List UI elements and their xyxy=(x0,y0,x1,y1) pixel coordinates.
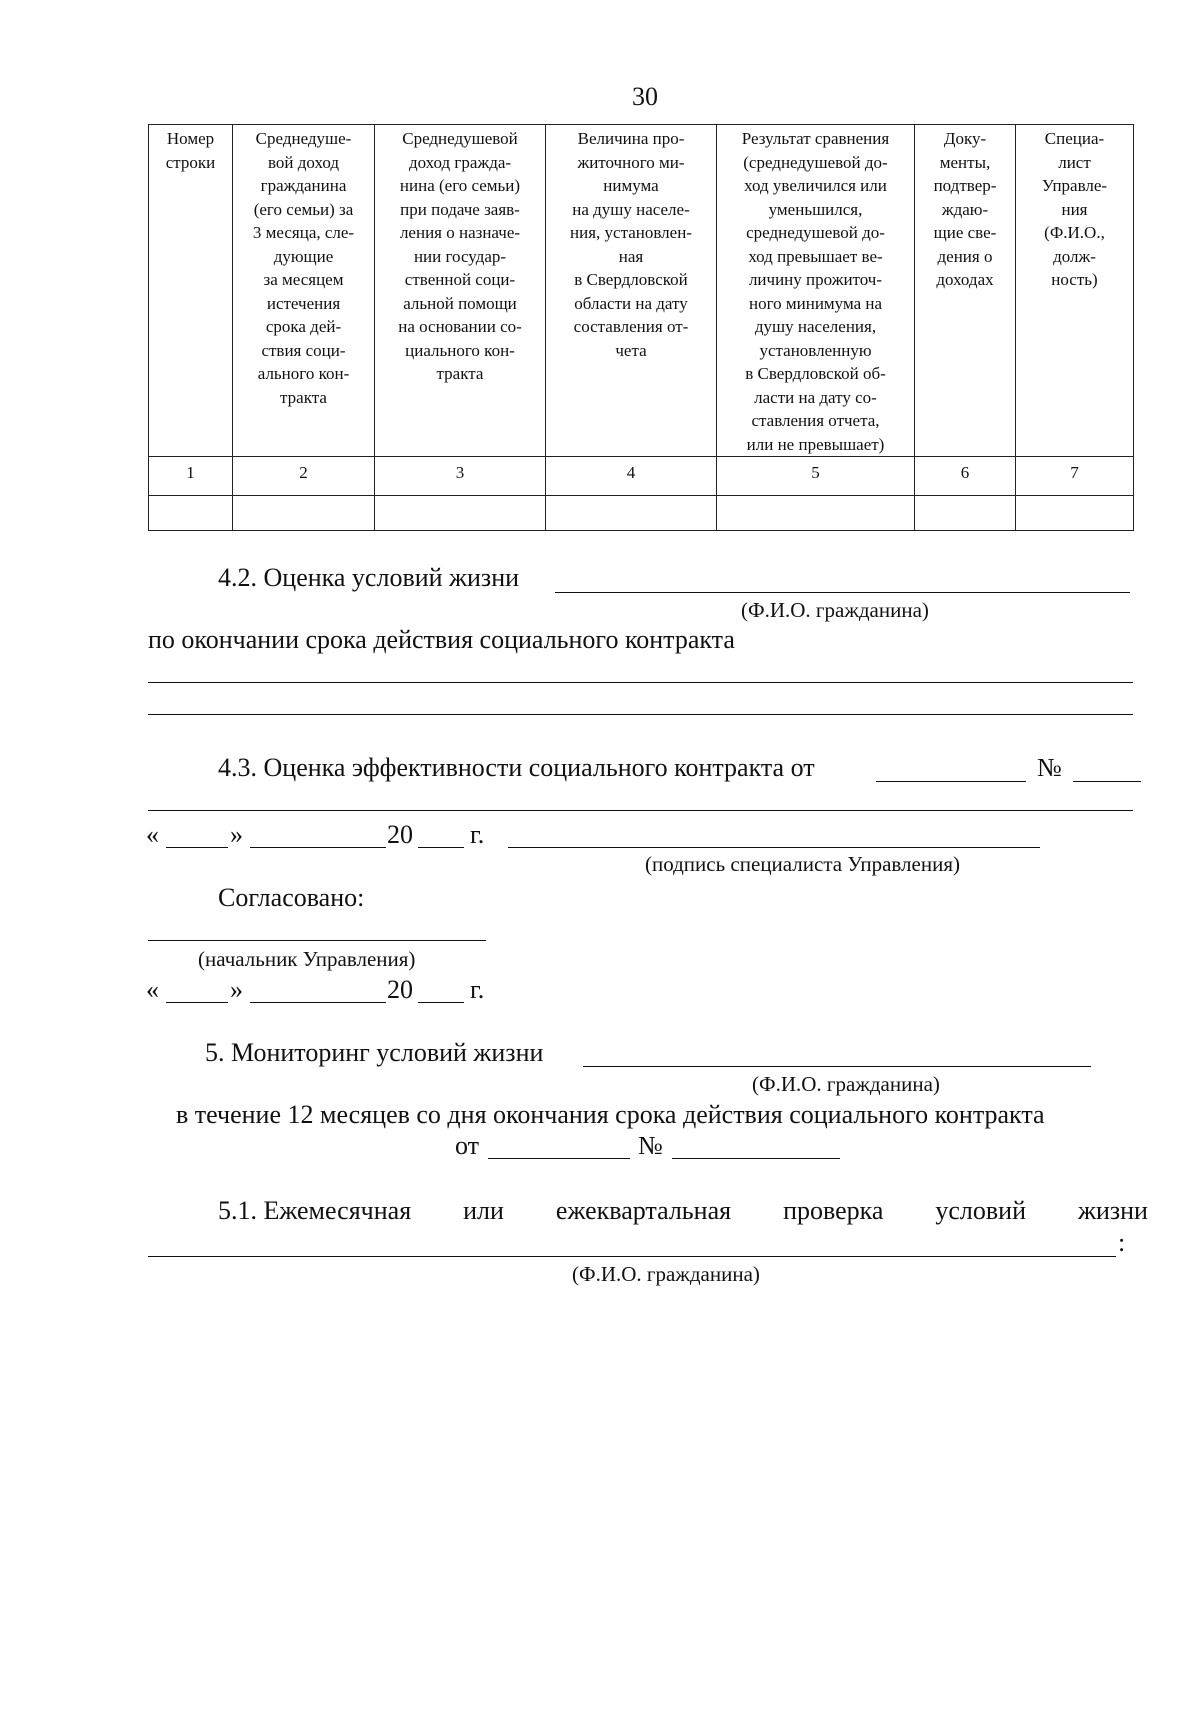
empty-cell[interactable] xyxy=(546,496,717,531)
evaluation-line[interactable] xyxy=(148,810,1133,811)
header-line: гражданина xyxy=(260,176,347,195)
header-line: личину прожиточ- xyxy=(748,270,883,289)
column-number: 1 xyxy=(149,457,233,496)
header-line: в Свердловской об- xyxy=(745,364,886,383)
header-line: ждаю- xyxy=(941,199,989,219)
header-line: установленную xyxy=(759,340,872,360)
header-line: составления от- xyxy=(573,317,689,336)
date-quote-open: « xyxy=(146,820,159,849)
header-line: альной помощи xyxy=(403,293,517,313)
header-line: ния xyxy=(1061,199,1088,219)
column-number-row xyxy=(149,457,1134,496)
header-cell xyxy=(546,125,717,457)
header-line: среднедушевой до- xyxy=(746,223,885,242)
date-quote-close: » xyxy=(230,820,243,849)
header-line: Управле- xyxy=(1041,176,1108,195)
month-line[interactable] xyxy=(250,847,386,848)
section-5-1-word: ежеквартальная xyxy=(555,1196,732,1225)
header-line: в Свердловской xyxy=(574,270,688,289)
agreed-label: Согласовано: xyxy=(218,883,365,912)
contract-date-line[interactable] xyxy=(876,781,1026,782)
header-cell xyxy=(717,125,915,457)
contract-number-line[interactable] xyxy=(1073,781,1141,782)
income-report-table xyxy=(148,124,1134,531)
date-quote-open: « xyxy=(146,975,159,1004)
header-line: тракта xyxy=(436,364,484,383)
year-line[interactable] xyxy=(418,847,464,848)
header-line: ная xyxy=(618,246,644,266)
column-number: 5 xyxy=(717,457,915,496)
date-quote-close: » xyxy=(230,975,243,1004)
header-line: Специа- xyxy=(1044,129,1105,148)
column-number: 7 xyxy=(1016,457,1134,496)
section-4-2-heading: 4.2. Оценка условий жизни xyxy=(218,563,520,592)
header-line: Величина про- xyxy=(577,129,685,148)
header-line: ния, установлен- xyxy=(570,223,692,242)
header-line: или не превышает) xyxy=(746,434,885,454)
header-line: (Ф.И.О., xyxy=(1044,223,1105,242)
day-line[interactable] xyxy=(166,847,228,848)
monitoring-number-line[interactable] xyxy=(672,1158,840,1159)
header-line: срока дей- xyxy=(265,317,342,336)
header-line: строки xyxy=(165,152,216,172)
year-prefix: 20 xyxy=(387,820,413,849)
header-line: ход увеличился или xyxy=(744,176,887,195)
header-line: циального кон- xyxy=(405,340,515,360)
header-line: ласти на дату со- xyxy=(754,387,877,407)
header-line: на основании со- xyxy=(398,317,522,336)
page-number: 30 xyxy=(632,82,658,111)
month-line[interactable] xyxy=(250,1002,386,1003)
empty-cell[interactable] xyxy=(717,496,915,531)
assessment-line-1[interactable] xyxy=(148,682,1133,683)
table-header-row xyxy=(149,125,1134,457)
header-line: доход гражда- xyxy=(408,152,512,172)
section-5-1-word: условий xyxy=(935,1196,1027,1225)
header-line: истечения xyxy=(266,293,341,313)
colon: : xyxy=(1118,1228,1126,1257)
empty-data-row xyxy=(149,496,1134,531)
number-sign: № xyxy=(638,1131,663,1160)
column-number: 6 xyxy=(915,457,1016,496)
header-line: дения о xyxy=(937,246,993,266)
header-cell xyxy=(915,125,1016,457)
monitoring-citizen-line[interactable] xyxy=(583,1066,1091,1067)
header-cell xyxy=(233,125,375,457)
empty-cell[interactable] xyxy=(375,496,546,531)
check-citizen-line[interactable] xyxy=(148,1256,1116,1257)
from-label: от xyxy=(455,1131,480,1160)
specialist-signature-line[interactable] xyxy=(508,847,1040,848)
header-line: (среднедушевой до- xyxy=(743,152,888,172)
header-cell xyxy=(149,125,233,457)
header-line: ность) xyxy=(1051,270,1098,289)
header-line: вой доход xyxy=(268,152,339,172)
section-5-1-word: проверка xyxy=(783,1196,884,1225)
year-prefix: 20 xyxy=(387,975,413,1004)
specialist-signature-caption: (подпись специалиста Управления) xyxy=(645,852,960,876)
header-line: чета xyxy=(615,340,647,360)
empty-cell[interactable] xyxy=(1016,496,1134,531)
year-suffix: г. xyxy=(470,820,485,849)
header-line: житочного ми- xyxy=(577,152,685,172)
column-number: 3 xyxy=(375,457,546,496)
header-line: дующие xyxy=(273,246,334,266)
head-signature-caption: (начальник Управления) xyxy=(198,947,416,971)
section-5-1-word: или xyxy=(463,1196,504,1225)
header-line: подтвер- xyxy=(933,176,997,195)
column-number: 4 xyxy=(546,457,717,496)
header-line: 3 месяца, сле- xyxy=(252,223,355,242)
header-line: Доку- xyxy=(943,129,987,148)
year-suffix: г. xyxy=(470,975,485,1004)
header-line: ход превышает ве- xyxy=(748,246,883,266)
header-line: лист xyxy=(1058,152,1091,172)
header-line: Номер xyxy=(166,129,215,148)
header-line: области на дату xyxy=(574,293,688,313)
monitoring-citizen-caption: (Ф.И.О. гражданина) xyxy=(752,1072,940,1096)
header-line: ставления отчета, xyxy=(751,411,880,430)
header-line: тракта xyxy=(280,387,327,407)
section-5-1-heading xyxy=(218,1196,1148,1226)
header-line: нии государ- xyxy=(413,246,507,266)
empty-cell[interactable] xyxy=(149,496,233,531)
header-line: уменьшился, xyxy=(768,199,863,219)
citizen-name-caption: (Ф.И.О. гражданина) xyxy=(741,598,929,622)
column-number: 2 xyxy=(233,457,375,496)
section-5-heading: 5. Мониторинг условий жизни xyxy=(205,1038,544,1067)
section-5-period: в течение 12 месяцев со дня окончания срока действия социального контракта xyxy=(176,1100,1045,1129)
header-line: душу населения, xyxy=(754,317,877,336)
header-line: на душу населе- xyxy=(572,199,690,219)
empty-cell[interactable] xyxy=(915,496,1016,531)
day-line[interactable] xyxy=(166,1002,228,1003)
header-cell xyxy=(375,125,546,457)
header-cell xyxy=(1016,125,1134,457)
check-citizen-caption: (Ф.И.О. гражданина) xyxy=(572,1262,760,1286)
header-line: ального кон- xyxy=(257,364,350,383)
head-signature-line[interactable] xyxy=(148,940,486,941)
header-line: долж- xyxy=(1053,246,1096,266)
header-line: Среднедушевой xyxy=(402,129,518,148)
header-line: нимума xyxy=(603,176,659,195)
empty-cell[interactable] xyxy=(233,496,375,531)
header-line: ного минимума на xyxy=(748,293,883,313)
header-line: нина (его семьи) xyxy=(399,176,521,195)
header-line: Среднедуше- xyxy=(255,129,352,148)
header-line: щие све- xyxy=(933,223,997,242)
header-line: при подаче заяв- xyxy=(400,199,520,219)
section-5-1-word: жизни xyxy=(1077,1196,1148,1225)
year-line[interactable] xyxy=(418,1002,464,1003)
section-5-1-word: 5.1. Ежемесячная xyxy=(218,1196,412,1225)
number-sign: № xyxy=(1037,753,1062,782)
header-line: Результат сравнения xyxy=(741,129,890,148)
header-line: ления о назначе- xyxy=(399,223,521,242)
header-line: доходах xyxy=(936,270,994,289)
citizen-name-line[interactable] xyxy=(555,592,1130,593)
assessment-line-2[interactable] xyxy=(148,714,1133,715)
section-4-3-heading: 4.3. Оценка эффективности социального контракта от xyxy=(218,753,815,782)
header-line: ствия соци- xyxy=(261,340,346,360)
monitoring-date-line[interactable] xyxy=(488,1158,630,1159)
header-line: ственной соци- xyxy=(404,270,516,289)
section-4-2-continuation: по окончании срока действия социального контракта xyxy=(148,625,735,654)
header-line: (его семьи) за xyxy=(253,199,354,219)
header-line: менты, xyxy=(939,152,991,172)
header-line: за месяцем xyxy=(263,270,344,289)
